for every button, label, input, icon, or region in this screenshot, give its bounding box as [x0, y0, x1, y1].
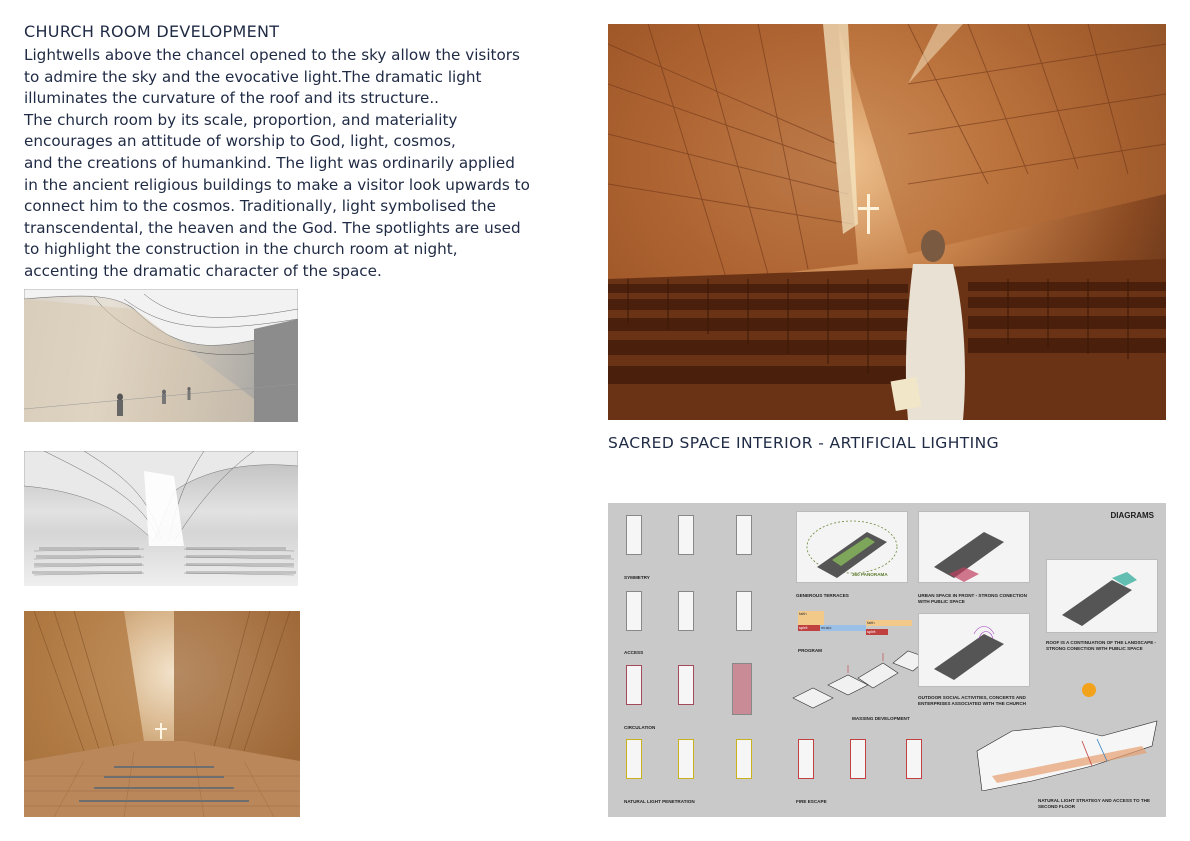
- paragraph-line: to highlight the construction in the church room at night,: [24, 240, 458, 259]
- label-urban-space: URBAN SPACE IN FRONT - STRONG CONECTION WITH PUBLIC SPACE: [918, 593, 1027, 604]
- plan-access-1: [626, 591, 642, 631]
- paragraph-line: in the ancient religious buildings to make a visitor look upwards to: [24, 175, 530, 194]
- natural-light-strategy-section: [972, 711, 1162, 791]
- paragraph-line: transcendental, the heaven and the God. The spotlights are used: [24, 218, 521, 237]
- page-heading: CHURCH ROOM DEVELOPMENT: [24, 22, 280, 41]
- paragraph-line: encourages an attitude of worship to God, light, cosmos,: [24, 132, 456, 151]
- axo-roof-continuation: [1046, 559, 1158, 633]
- description-paragraph: [24, 45, 594, 283]
- label-outdoor-social: OUTDOOR SOCIAL ACTIVITIES, CONCERTS AND ENTERPRISES ASSOCIATED WITH THE CHURCH: [918, 695, 1026, 706]
- label-generous-terraces: GENEROUS TERRACES: [796, 593, 849, 598]
- paragraph-line: accenting the dramatic character of the space.: [24, 261, 382, 280]
- label-access: ACCESS: [624, 650, 644, 655]
- sun-icon: [1082, 683, 1096, 697]
- plan-fire-2: [850, 739, 866, 779]
- plan-symmetry-1: [626, 515, 642, 555]
- diagrams-title: DIAGRAMS: [1110, 511, 1154, 520]
- label-program: PROGRAM: [798, 648, 822, 653]
- label-circulation: CIRCULATION: [624, 725, 656, 730]
- plan-light-3: [736, 739, 752, 779]
- plan-symmetry-2: [678, 515, 694, 555]
- paragraph-line: The church room by its scale, proportion, and materiality: [24, 110, 458, 129]
- program-music: music: [820, 625, 866, 631]
- plan-fire-1: [798, 739, 814, 779]
- label-panorama: 360 PANORAMA: [852, 572, 888, 577]
- plan-circulation-3: [732, 663, 752, 715]
- label-natural-light-penetration: NATURAL LIGHT PENETRATION: [624, 799, 695, 804]
- program-faith-2: faith: [866, 620, 912, 626]
- plan-access-2: [678, 591, 694, 631]
- paragraph-line: connect him to the cosmos. Traditionally, light symbolised the: [24, 197, 497, 216]
- label-fire-escape: FIRE ESCAPE: [796, 799, 827, 804]
- label-roof-continuation: ROOF IS A CONTINUATION OF THE LANDSCAPE - STRONG CONECTION WITH PUBLIC SPACE: [1046, 640, 1157, 651]
- sketch-curved-wall-image: [24, 289, 298, 422]
- plan-light-2: [678, 739, 694, 779]
- main-render-caption: SACRED SPACE INTERIOR - ARTIFICIAL LIGHTING: [608, 434, 1000, 452]
- wooden-interior-render-image: [24, 611, 300, 817]
- massing-development-diagram: [788, 643, 938, 713]
- plan-access-3: [736, 591, 752, 631]
- sketch-nave-benches-image: [24, 451, 298, 586]
- paragraph-line: Lightwells above the chancel opened to the sky allow the visitors: [24, 46, 520, 64]
- program-faith: faith: [798, 611, 824, 625]
- sacred-space-render-image: [608, 24, 1166, 420]
- paragraph-line: and the creations of humankind. The light was ordinarily applied: [24, 153, 515, 172]
- plan-fire-3: [906, 739, 922, 779]
- program-spirit: spirit: [798, 625, 820, 631]
- label-natural-light-strategy: NATURAL LIGHT STRATEGY AND ACCESS TO THE SECOND FLOOR: [1038, 798, 1151, 809]
- plan-light-1: [626, 739, 642, 779]
- label-massing-development: MASSING DEVELOPMENT: [852, 716, 910, 721]
- plan-circulation-1: [626, 665, 642, 705]
- axo-outdoor-social: [918, 613, 1030, 687]
- label-symmetry: SYMMETRY: [624, 575, 650, 580]
- plan-symmetry-3: [736, 515, 752, 555]
- paragraph-line: to admire the sky and the evocative light.The dramatic light: [24, 67, 482, 86]
- axo-urban-space: [918, 511, 1030, 583]
- plan-circulation-2: [678, 665, 694, 705]
- program-spirit-2: spirit: [866, 629, 888, 635]
- paragraph-line: illuminates the curvature of the roof and its structure..: [24, 89, 439, 108]
- diagrams-panel: [608, 503, 1166, 817]
